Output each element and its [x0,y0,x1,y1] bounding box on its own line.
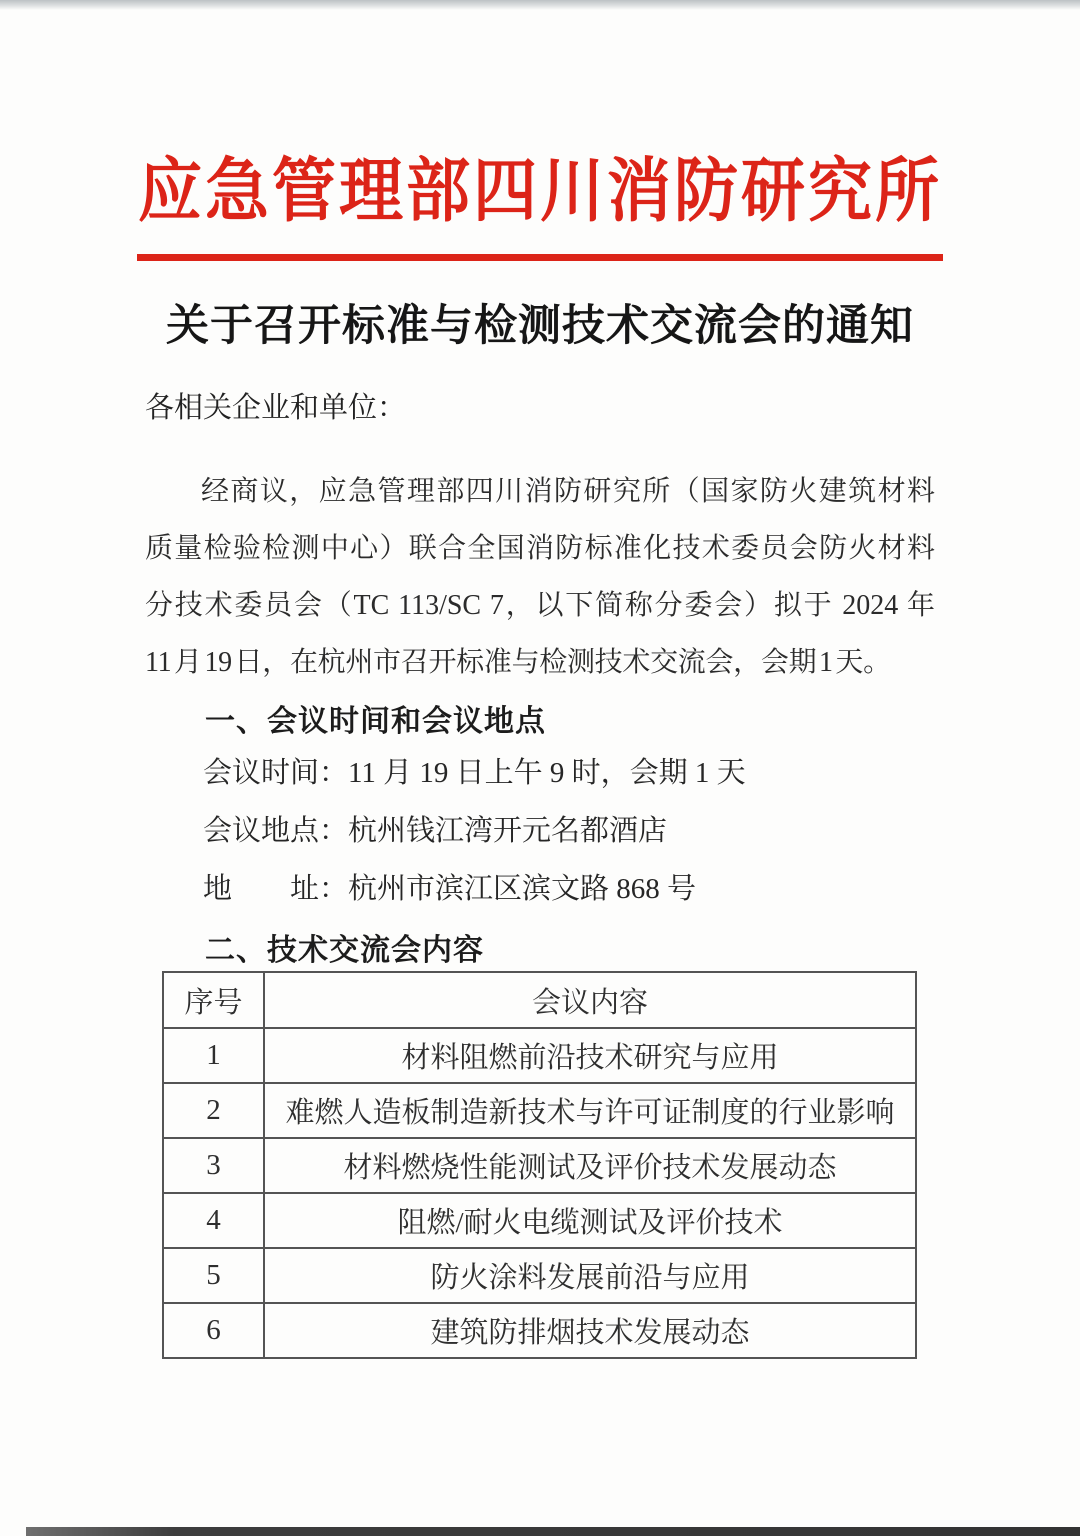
row-content-cell: 材料燃烧性能测试及评价技术发展动态 [264,1138,916,1193]
scan-artifact-bottom-edge [26,1527,1080,1536]
table-row [163,1028,916,1083]
salutation: 各相关企业和单位： [145,392,407,424]
meeting-time-line: 会议时间：11 月 19 日上午 9 时，会期 1 天 [203,757,746,789]
intro-line-3: 分技术委员会（TC 113/SC 7，以下简称分委会）拟于 2024 年 [145,590,935,621]
intro-line-2: 质量检验检测中心）联合全国消防标准化技术委员会防火材料 [145,533,935,564]
intro-paragraph [145,463,935,691]
document-title: 关于召开标准与检测技术交流会的通知 [166,303,914,350]
table-row [163,1303,916,1358]
letterhead-title: 应急管理部四川消防研究所 [138,153,942,230]
meeting-venue-line: 会议地点：杭州钱江湾开元名都酒店 [203,815,668,847]
section-2-heading: 二、技术交流会内容 [205,934,484,967]
row-index-cell: 1 [163,1028,264,1083]
row-index-cell: 2 [163,1083,264,1138]
row-index-cell: 4 [163,1193,264,1248]
table-row [163,1138,916,1193]
table-row [163,1193,916,1248]
agenda-header-row [163,972,916,1028]
row-content-cell: 防火涂料发展前沿与应用 [264,1248,916,1303]
intro-line-4: 11 月 19 日，在杭州市召开标准与检测技术交流会，会期 1 天。 [145,647,891,678]
table-row [163,1083,916,1138]
row-content-cell: 材料阻燃前沿技术研究与应用 [264,1028,916,1083]
agenda-table [162,971,917,1359]
scan-artifact-top-edge [0,0,1080,10]
red-separator-line [137,254,943,261]
row-content-cell: 阻燃/耐火电缆测试及评价技术 [264,1193,916,1248]
column-header-index: 序号 [163,972,264,1028]
row-index-cell: 6 [163,1303,264,1358]
row-content-cell: 建筑防排烟技术发展动态 [264,1303,916,1358]
section-1-heading: 一、会议时间和会议地点 [205,705,546,738]
letterhead-block [0,152,1080,261]
row-index-cell: 5 [163,1248,264,1303]
column-header-content: 会议内容 [264,972,916,1028]
meeting-address-line: 地 址：杭州市滨江区滨文路 868 号 [203,873,697,905]
document-body [145,387,935,1359]
row-content-cell: 难燃人造板制造新技术与许可证制度的行业影响 [264,1083,916,1138]
table-row [163,1248,916,1303]
row-index-cell: 3 [163,1138,264,1193]
intro-line-1: 经商议，应急管理部四川消防研究所（国家防火建筑材料 [201,476,935,507]
